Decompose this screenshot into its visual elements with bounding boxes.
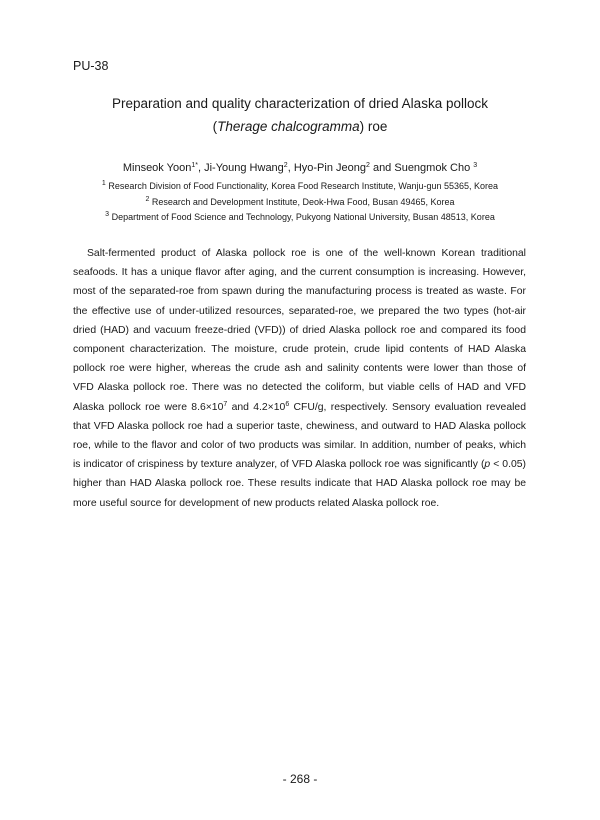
abstract-text: and 4.2×10: [227, 401, 286, 413]
title-paren-open: (: [212, 119, 218, 134]
separator: ,: [197, 162, 205, 174]
affiliation-2: [0, 197, 600, 207]
author-affiliation-mark: 1*: [191, 162, 198, 169]
p-symbol: p: [484, 459, 491, 471]
abstract-code: PU-38: [73, 59, 109, 73]
abstract-body: [73, 244, 526, 513]
title-paren-close: ) roe: [359, 119, 388, 134]
affiliation-1: [0, 181, 600, 191]
author-list: [0, 162, 600, 174]
author-name: Hyo-Pin Jeong: [293, 162, 366, 174]
affiliation-text: Research Division of Food Functionality, Korea Food Research Institute, Wanju-gun 55365, Korea: [108, 181, 499, 191]
author-name: Suengmok Cho: [394, 162, 471, 174]
author-name: Minseok Yoon: [122, 162, 192, 174]
abstract-text: Salt-fermented product of Alaska pollock roe is one of the well-known Korean traditional seafoods. It has a unique flavor after aging, and the current consumption is increasing. However, most of the separated-roe from spawn during the manufacturing process is treated as waste. For the effective use of under-utilized resources, separated-roe, we prepared the two types (hot-air dried (HAD) and vacuum freeze-dried (VFD)) of dried Alaska pollock roe and compared its food component characterization. The moisture, crude protein, crude lipid contents of HAD Alaska pollock roe were higher, whereas the crude ash and salinity contents were lower than those of VFD Alaska pollock roe. There was no detected the coliform, but viable cells of HAD and VFD Alaska pollock roe were 8.6×10: [73, 248, 526, 413]
separator: ,: [287, 162, 294, 174]
species-name: Therage chalcogramma: [217, 119, 360, 134]
author-name: Ji-Young Hwang: [204, 162, 284, 174]
page-number: - 268 -: [282, 772, 318, 786]
author-affiliation-mark: 3: [473, 162, 478, 169]
affiliation-text: Department of Food Science and Technology, Pukyong National University, Busan 48513, Korea: [111, 212, 495, 222]
author-affiliation-mark: 2: [283, 162, 288, 169]
exponent: 7: [223, 400, 228, 408]
affiliation-number: 3: [105, 211, 110, 218]
affiliation-3: [0, 212, 600, 222]
abstract-paragraph: [73, 244, 526, 513]
affiliation-number: 1: [101, 180, 106, 187]
exponent: 6: [285, 400, 290, 408]
author-affiliation-mark: 2: [365, 162, 370, 169]
separator: and: [369, 162, 395, 174]
title-line-1: Preparation and quality characterization of dried Alaska pollock: [112, 96, 488, 111]
abstract-text: < 0.05) higher than HAD Alaska pollock roe. These results indicate that HAD Alaska pollock roe may be more useful source for development of new products related Alaska pollock roe.: [73, 459, 526, 509]
title-line-2: [0, 119, 600, 134]
affiliation-number: 2: [145, 196, 150, 203]
affiliation-text: Research and Development Institute, Deok-Hwa Food, Busan 49465, Korea: [151, 197, 455, 207]
abstract-text: CFU/g, respectively. Sensory evaluation revealed that VFD Alaska pollock roe had a superior taste, chewiness, and outward to HAD Alaska pollock roe, while to the flavor and color of two products was similar. In addition, number of peaks, which is indicator of crispiness by texture analyzer, of VFD Alaska pollock roe was significantly (: [73, 401, 526, 471]
